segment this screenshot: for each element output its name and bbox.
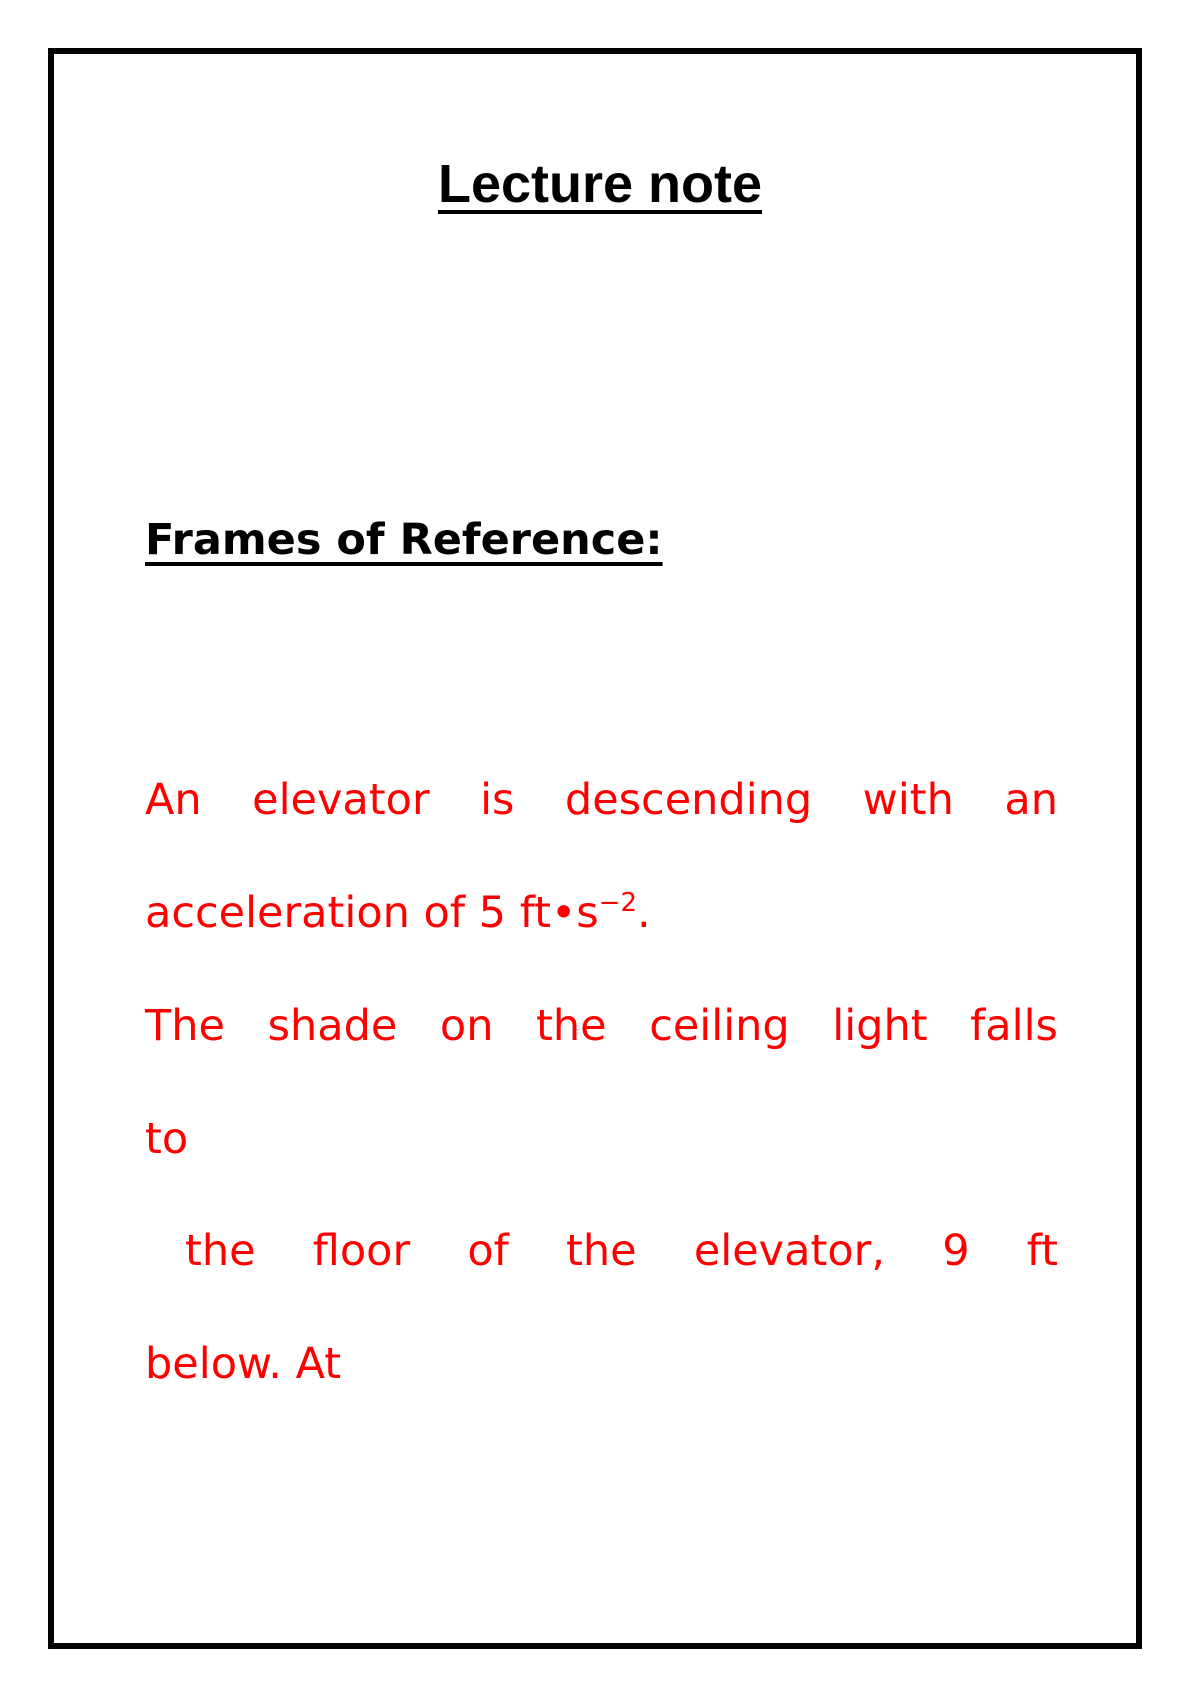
paragraph-word: elevator — [252, 775, 430, 825]
paragraph-line-2 — [145, 885, 1058, 941]
paragraph-word: 9 — [942, 1226, 970, 1276]
section-heading: Frames of Reference: — [145, 515, 663, 565]
paragraph-word: of — [467, 1226, 509, 1276]
paragraph-word: descending — [564, 775, 813, 825]
paragraph-word: with — [862, 775, 954, 825]
exponent-superscript: −2 — [598, 888, 638, 918]
paragraph-line-5 — [185, 1223, 1058, 1279]
paragraph-word: ceiling — [649, 1001, 790, 1051]
sentence-period: . — [637, 888, 651, 938]
paragraph-word: on — [439, 1001, 494, 1051]
paragraph-word: the — [185, 1226, 256, 1276]
paragraph-line-6: below. At — [145, 1339, 342, 1389]
paragraph-word: the — [566, 1226, 637, 1276]
paragraph-word: shade — [267, 1001, 398, 1051]
paragraph-line-3 — [145, 998, 1058, 1054]
paragraph-word: elevator, — [693, 1226, 885, 1276]
paragraph-word: is — [480, 775, 515, 825]
paragraph-word: light — [832, 1001, 928, 1051]
paragraph-word: floor — [312, 1226, 411, 1276]
paragraph-word: an — [1004, 775, 1058, 825]
acceleration-text: acceleration of 5 ft•s — [145, 888, 599, 938]
paragraph-word: ft — [1026, 1226, 1058, 1276]
paragraph-word: An — [145, 775, 202, 825]
paragraph-line-1 — [145, 772, 1058, 828]
page-border — [48, 48, 1142, 1649]
paragraph-line-4: to — [145, 1114, 189, 1164]
paragraph-word: the — [536, 1001, 607, 1051]
paragraph-word: The — [145, 1001, 225, 1051]
page-title: Lecture note — [437, 154, 763, 214]
paragraph-word: falls — [970, 1001, 1058, 1051]
